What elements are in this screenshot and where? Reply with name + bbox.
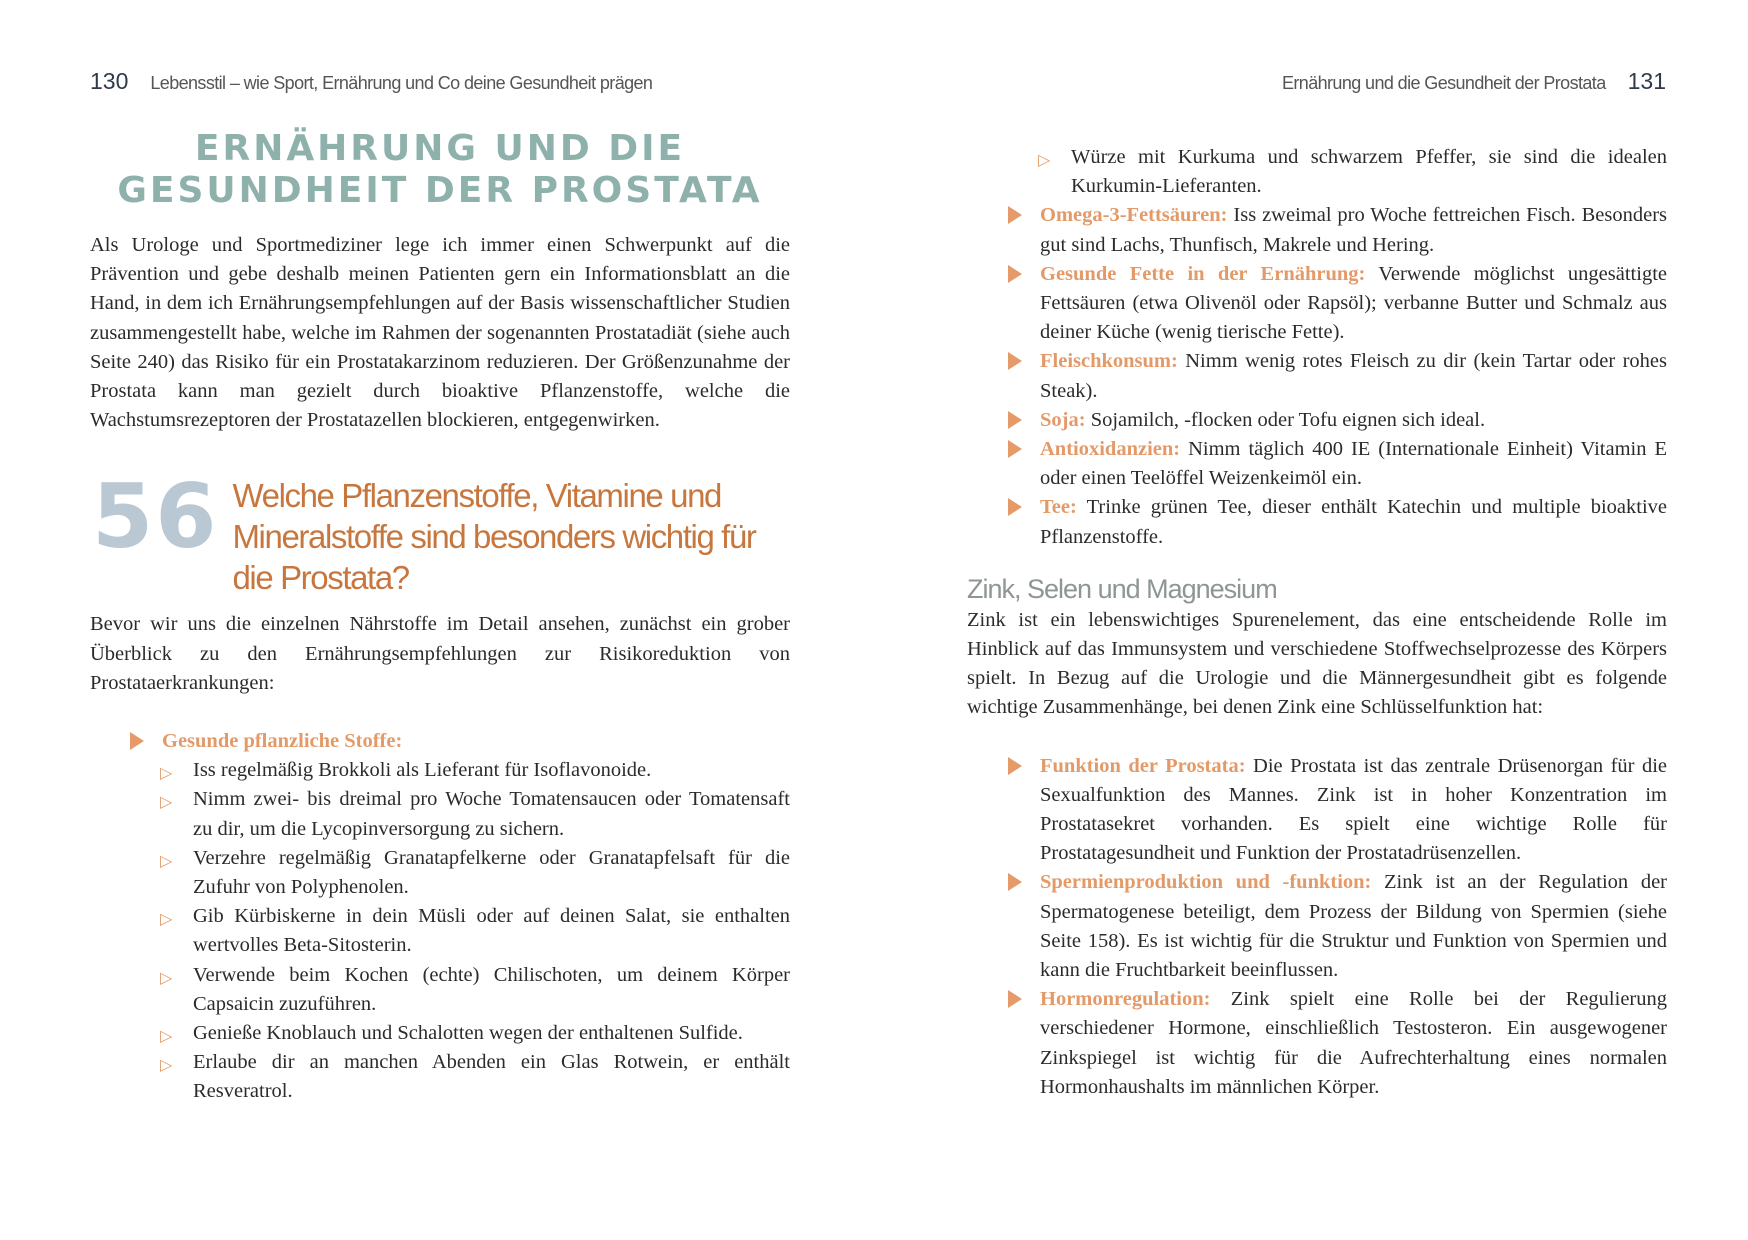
list-item-text: Genieße Knoblauch und Schalotten wegen der enthaltenen Sulfide. (193, 1022, 743, 1045)
intro-paragraph: Als Urologe und Sportmediziner lege ich immer einen Schwerpunkt auf die Prävention und gebe deshalb meinen Patienten gern ein Informationsblatt an die Hand, in dem ich Ernährungsempfehlungen auf der Basis wissenschaftlicher Studien zusammengestellt habe, welche im Rahmen der sogenannten Prostatadiät (siehe auch Seite 240) das Risiko für ein Prostatakarzinom reduzieren. Der Größenzunahme der Prostata kann man gezielt durch bioaktive Pflanzenstoffe, welche die Wachstumsrezeptoren der Prostatazellen blockieren, entgegenwirken. (90, 234, 790, 432)
question-block (90, 465, 790, 598)
list-item-plant-substances (130, 727, 790, 756)
list-item (1008, 201, 1667, 259)
filled-triangle-bullet-icon (1008, 757, 1022, 775)
filled-triangle-bullet-icon (1008, 411, 1022, 429)
list-item-label: Antioxidanzien: (1040, 438, 1181, 461)
list-item-text: Sojamilch, -flocken oder Tofu eignen sich ideal. (1085, 408, 1486, 431)
question-number: 56 (92, 465, 219, 569)
list-item (160, 844, 790, 902)
list-item-text: Gib Kürbiskerne in dein Müsli oder auf deinen Salat, sie enthalten wertvolles Beta-Sitosterin. (193, 905, 790, 957)
filled-triangle-bullet-icon (1008, 206, 1022, 224)
left-column (90, 128, 790, 1107)
list-item (1008, 260, 1667, 348)
outline-triangle-bullet-icon: ▷ (160, 850, 173, 870)
list-item (1008, 406, 1667, 435)
zinc-intro-paragraph: Zink ist ein lebenswichtiges Spurenelement, das eine entscheidende Rolle im Hinblick auf das Immunsystem und verschiedene Stoffwechselprozesse des Körpers spielt. In Bezug auf die Urologie und die Männergesundheit gibt es folgende wichtige Zusammenhänge, bei denen Zink eine Schlüsselfunktion hat: (967, 608, 1667, 719)
list-item (1008, 752, 1667, 869)
list-item (160, 785, 790, 843)
list-item (1008, 347, 1667, 405)
list-item-text: Nimm wenig rotes Fleisch zu dir (kein Tartar oder rohes Steak). (1040, 350, 1667, 402)
list-item (160, 756, 790, 785)
list-item (160, 1048, 790, 1106)
running-head-left: Lebensstil – wie Sport, Ernährung und Co deine Gesundheit prägen (150, 73, 653, 93)
list-item-text: Zink ist an der Regulation der Spermatogenese beteiligt, dem Prozess der Bildung von Spermien (siehe Seite 158). Es ist wichtig für die Struktur und Funktion von Spermien und kann die Fruchtbarkeit beeinflussen. (1040, 871, 1668, 982)
filled-triangle-bullet-icon (1008, 990, 1022, 1008)
running-head-right: Ernährung und die Gesundheit der Prostata (1281, 73, 1606, 93)
outline-triangle-bullet-icon: ▷ (160, 909, 173, 929)
plant-substances-sublist (160, 756, 790, 1106)
list-item (1008, 435, 1667, 493)
list-item-label: Gesunde Fette in der Ernährung: (1040, 262, 1366, 285)
list-item-text: Verwende beim Kochen (echte) Chilischoten, um deinem Körper Capsaicin zuzuführen. (193, 963, 790, 1015)
list-item-text: Iss zweimal pro Woche fettreichen Fisch. Besonders gut sind Lachs, Thunfisch, Makrele und Hering. (1040, 204, 1667, 256)
right-column (967, 143, 1667, 1102)
chapter-title-line-1: ERNÄHRUNG UND DIE (194, 128, 686, 169)
overview-paragraph: Bevor wir uns die einzelnen Nährstoffe im Detail ansehen, zunächst ein grober Überblick zu den Ernährungsempfehlungen zur Risikoreduktion von Prostataerkrankungen: (90, 613, 790, 694)
chapter-title-line-2: GESUNDHEIT DER PROSTATA (117, 170, 763, 211)
plant-substances-list (130, 727, 790, 1107)
list-item-text: Nimm täglich 400 IE (Internationale Einheit) Vitamin E oder einen Teelöffel Weizenkeimöl ein. (1040, 438, 1667, 490)
outline-triangle-bullet-icon: ▷ (160, 792, 173, 812)
list-item-text: Verzehre regelmäßig Granatapfelkerne oder Granatapfelsaft für die Zufuhr von Polyphenolen. (193, 846, 790, 899)
list-item (1038, 143, 1667, 201)
list-item-label: Fleischkonsum: (1040, 350, 1178, 373)
page-number-right: 131 (1627, 68, 1666, 94)
right-list (1008, 143, 1667, 552)
list-item (1008, 868, 1667, 985)
outline-triangle-bullet-icon: ▷ (160, 1026, 173, 1046)
list-item (1008, 985, 1667, 1102)
list-item (160, 961, 790, 1019)
list-item (1008, 493, 1667, 551)
zinc-list (1008, 752, 1667, 1102)
list-item (160, 902, 790, 960)
list-item-label: Gesunde pflanzliche Stoffe: (162, 730, 403, 753)
filled-triangle-bullet-icon (130, 732, 144, 750)
list-item-label: Tee: (1040, 496, 1077, 519)
filled-triangle-bullet-icon (1008, 352, 1022, 370)
nutrition-list (1008, 201, 1667, 551)
filled-triangle-bullet-icon (1008, 873, 1022, 891)
list-item (160, 1019, 790, 1048)
outline-triangle-bullet-icon: ▷ (160, 967, 173, 987)
zinc-list-wrap (1008, 752, 1667, 1102)
list-item-label: Soja: (1040, 408, 1086, 431)
list-item-label: Hormonregulation: (1040, 988, 1211, 1011)
list-item-text: Erlaube dir an manchen Abenden ein Glas Rotwein, er enthält Resveratrol. (193, 1051, 790, 1103)
section-subheading: Zink, Selen und Magnesium (967, 573, 1277, 604)
list-item-label: Omega-3-Fettsäuren: (1040, 204, 1228, 227)
list-item-text: Nimm zwei- bis dreimal pro Woche Tomatensaucen oder Tomatensaft zu dir, um die Lycopinversorgung zu sichern. (193, 788, 790, 840)
filled-triangle-bullet-icon (1008, 498, 1022, 516)
outline-triangle-bullet-icon: ▷ (160, 1055, 173, 1075)
outline-triangle-bullet-icon: ▷ (1038, 150, 1051, 169)
outline-triangle-bullet-icon: ▷ (160, 763, 173, 783)
list-item-label: Funktion der Prostata: (1040, 754, 1246, 777)
list-item-text: Zink spielt eine Rolle bei der Regulierung verschiedener Hormone, einschließlich Testosteron. Ein ausgewogener Zinkspiegel ist wichtig für die Aufrechterhaltung eines normalen Hormonhaushalts im männlichen Körper. (1040, 988, 1667, 1098)
page-number-left: 130 (90, 68, 129, 94)
left-page-header (90, 68, 652, 95)
list-item-text: Iss regelmäßig Brokkoli als Lieferant für Isoflavonoide. (193, 759, 652, 782)
list-item-text: Trinke grünen Tee, dieser enthält Katechin und multiple bioaktive Pflanzenstoffe. (1040, 496, 1667, 548)
question-heading: Welche Pflanzenstoffe, Vitamine und Mineralstoffe sind besonders wichtig für die Prostata? (232, 477, 756, 597)
right-page-header (1282, 68, 1666, 95)
filled-triangle-bullet-icon (1008, 265, 1022, 283)
list-item-text: Verwende möglichst ungesättigte Fettsäuren (etwa Olivenöl oder Rapsöl); verbanne Butter und Schmalz aus deiner Küche (wenig tierische Fette). (1040, 262, 1667, 344)
filled-triangle-bullet-icon (1008, 440, 1022, 458)
list-item-text: Die Prostata ist das zentrale Drüsenorgan für die Sexualfunktion des Mannes. Zink ist in hoher Konzentration im Prostatasekret vorhanden. Es spielt eine wichtige Rolle für Prostatagesundheit und Funktion der Prostatadrüsenzellen. (1040, 754, 1667, 865)
list-item-text: Würze mit Kurkuma und schwarzem Pfeffer, sie sind die idealen Kurkumin-Lieferanten. (1071, 146, 1667, 198)
chapter-title (90, 128, 790, 212)
list-item-label: Spermienproduktion und -funktion: (1040, 871, 1372, 894)
